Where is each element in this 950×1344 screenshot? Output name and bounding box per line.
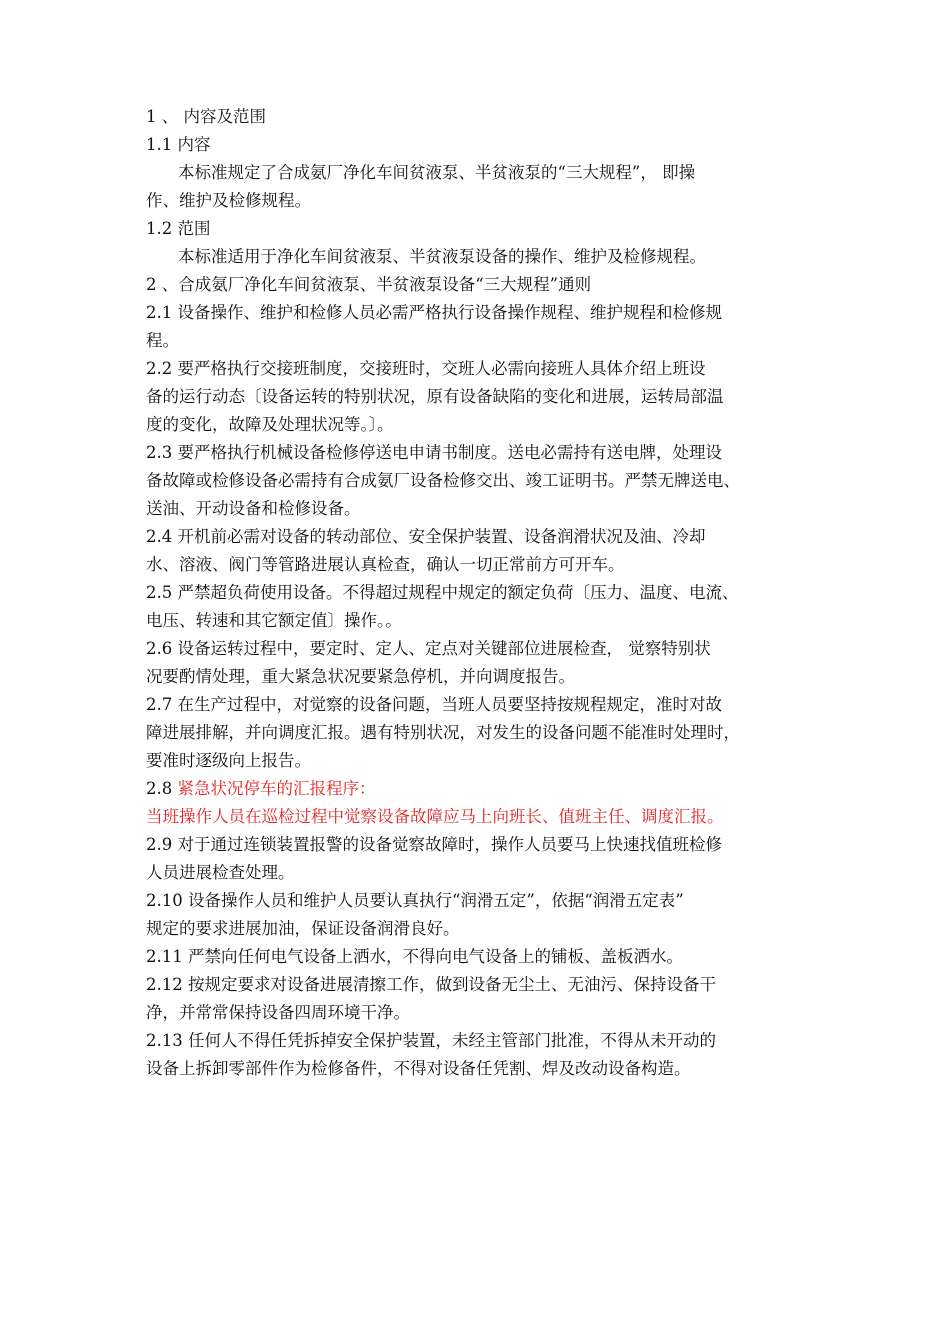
- clause-line-highlighted: [146, 775, 814, 803]
- clause-line: 人员进展检查处理。: [146, 863, 295, 882]
- paragraph-line: 本标准适用于净化车间贫液泵、半贫液泵设备的操作、维护及检修规程。: [178, 247, 706, 266]
- paragraph-line: 本标准规定了合成氨厂净化车间贫液泵、半贫液泵的“三大规程”， 即操: [178, 163, 696, 182]
- clause-number: 2.8: [146, 779, 178, 798]
- subsection-heading: 1.2 范围: [146, 219, 211, 238]
- clause-line: 2.1 设备操作、维护和检修人员必需严格执行设备操作规程、维护规程和检修规: [146, 303, 722, 322]
- clause-line: 设备上拆卸零部件作为检修备件，不得对设备任凭割、焊及改动设备构造。: [146, 1059, 691, 1078]
- clause-line: 电压、转速和其它额定值〕操作。。: [146, 611, 402, 630]
- clause-line: 2.3 要严格执行机械设备检修停送电申请书制度。送电必需持有送电牌，处理设: [146, 443, 722, 462]
- clause-line: 2.4 开机前必需对设备的转动部位、安全保护装置、设备润滑状况及油、冷却: [146, 527, 706, 546]
- clause-line: 2.13 任何人不得任凭拆掉安全保护装置，未经主管部门批准，不得从未开动的: [146, 1031, 716, 1050]
- clause-line: 况要酌情处理，重大紧急状况要紧急停机，并向调度报告。: [146, 667, 575, 686]
- document-body: [146, 103, 814, 1083]
- clause-line: 备故障或检修设备必需持有合成氨厂设备检修交出、竣工证明书。严禁无牌送电、: [146, 471, 740, 490]
- highlighted-instruction: 当班操作人员在巡检过程中觉察设备故障应马上向班长、值班主任、调度汇报。: [146, 807, 724, 826]
- clause-line: 净，并常常保持设备四周环境干净。: [146, 1003, 410, 1022]
- clause-line: 2.10 设备操作人员和维护人员要认真执行“润滑五定”，依据“润滑五定表”: [146, 891, 684, 910]
- clause-line: 水、溶液、阀门等管路进展认真检查，确认一切正常前方可开车。: [146, 555, 625, 574]
- clause-line: 2.6 设备运转过程中，要定时、定人、定点对关键部位进展检查， 觉察特别状: [146, 639, 711, 658]
- clause-line: 备的运行动态〔设备运转的特别状况，原有设备缺陷的变化和进展，运转局部温: [146, 387, 724, 406]
- clause-line: 送油、开动设备和检修设备。: [146, 499, 361, 518]
- clause-line: 要准时逐级向上报告。: [146, 751, 311, 770]
- highlighted-title: 紧急状况停车的汇报程序：: [177, 779, 376, 798]
- clause-line: 2.5 严禁超负荷使用设备。不得超过规程中规定的额定负荷〔压力、温度、电流、: [146, 583, 739, 602]
- clause-line: 2.11 严禁向任何电气设备上洒水，不得向电气设备上的铺板、盖板洒水。: [146, 947, 683, 966]
- clause-line: 2.9 对于通过连锁装置报警的设备觉察故障时，操作人员要马上快速找值班检修: [146, 835, 722, 854]
- clause-line: 程。: [146, 331, 179, 350]
- clause-line: 2.7 在生产过程中，对觉察的设备问题，当班人员要坚持按规程规定，准时对故: [146, 695, 722, 714]
- clause-line: 障进展排解，并向调度汇报。遇有特别状况，对发生的设备问题不能准时处理时，: [146, 723, 740, 742]
- section-heading: 2 、合成氨厂净化车间贫液泵、半贫液泵设备“三大规程”通则: [146, 275, 592, 294]
- section-heading: 1 、 内容及范围: [146, 107, 266, 126]
- clause-line: 2.2 要严格执行交接班制度，交接班时，交班人必需向接班人具体介绍上班设: [146, 359, 706, 378]
- subsection-heading: 1.1 内容: [146, 135, 211, 154]
- paragraph-line: 作、维护及检修规程。: [146, 191, 311, 210]
- clause-line: 度的变化，故障及处理状况等。〕。: [146, 415, 394, 434]
- clause-line: 规定的要求进展加油，保证设备润滑良好。: [146, 919, 460, 938]
- clause-line: 2.12 按规定要求对设备进展清擦工作，做到设备无尘土、无油污、保持设备干: [146, 975, 716, 994]
